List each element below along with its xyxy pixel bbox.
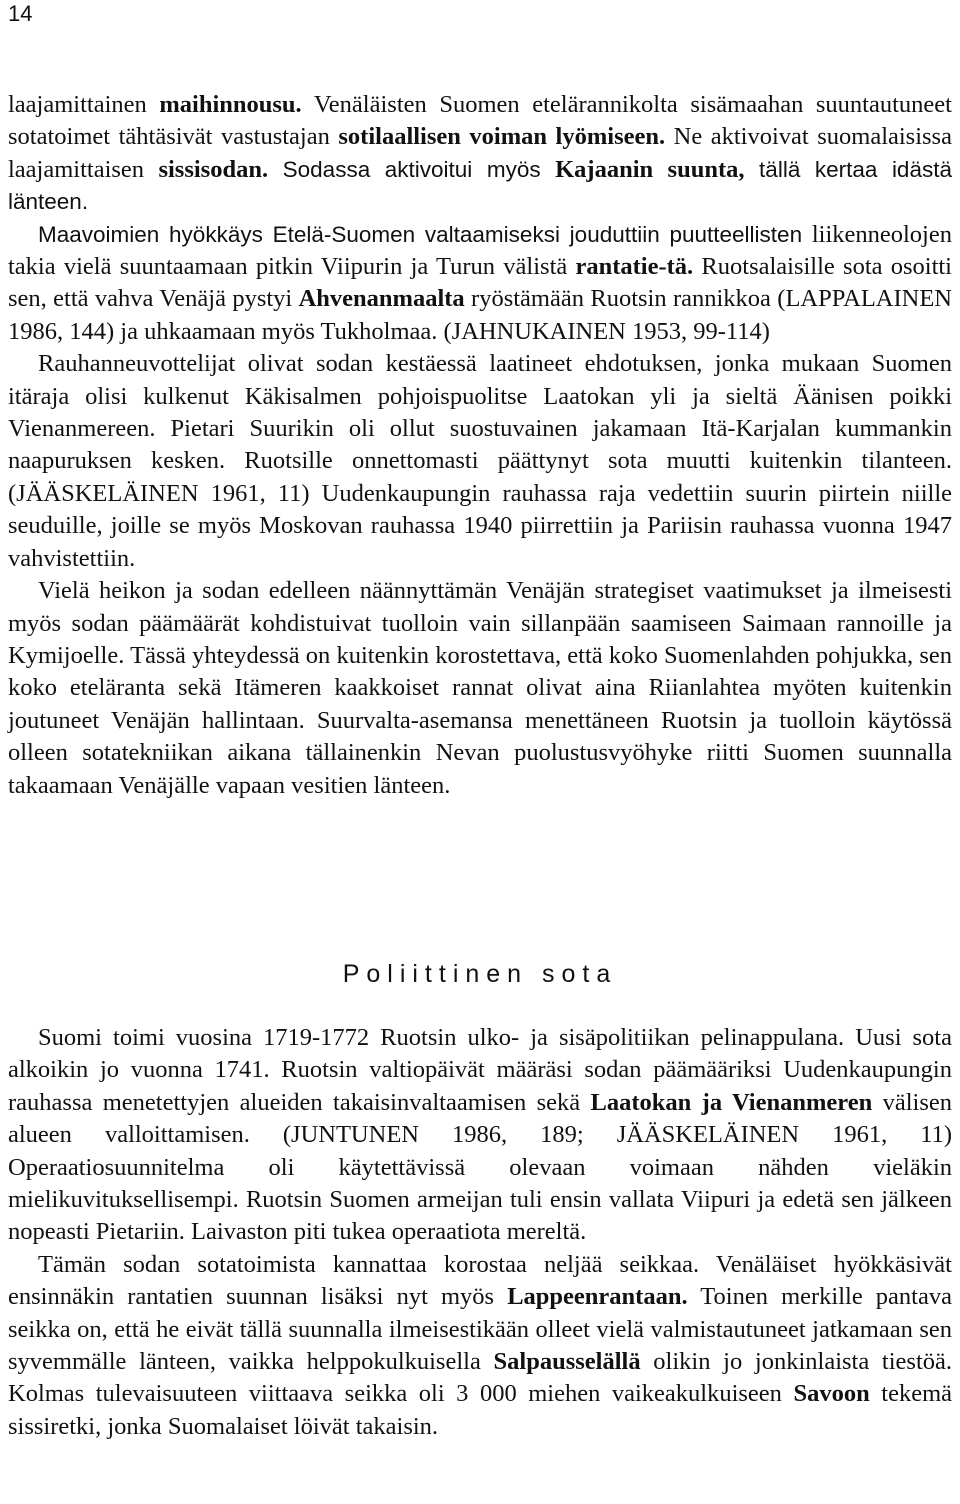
text-run: liikenneolojen takia vielä suuntaamaan pitkin Viipurin ja Turun välistä: [8, 220, 952, 281]
text-run: laajamittainen: [8, 91, 160, 118]
text-run: tällä kertaa idästä länteen.: [8, 156, 952, 215]
emphasis: Savoon: [793, 1380, 870, 1408]
paragraph-political-war: [8, 1022, 952, 1443]
text-run: Ruotsalaisille sota osoitti sen, että vahva Venäjä pystyi: [8, 253, 952, 313]
text-run: Maavoimien hyökkäys Etelä-Suomen valtaamiseksi jouduttiin puutteellisten: [38, 221, 812, 247]
text-run: Ne aktivoivat suomalaisissa laajamittaisen: [8, 123, 952, 183]
text-run: Toinen merkille pantava seikka on, että he eivät tällä suunnalla ilmeisestikään olleet vielä valmistautuneet jatkamaan sen syvemmälle länteen, vaikka helppokulkuisella: [8, 1283, 952, 1376]
emphasis: maihinnousu.: [159, 91, 302, 118]
paragraph-military-operations: [8, 89, 952, 802]
text-run: Suomi toimi vuosina 1719-1772 Ruotsin ulko- ja sisäpolitiikan pelinappulana. Uusi sota alkoikin jo vuonna 1741. Ruotsin valtiopäivät määräsi sodan päämääriksi Uudenkaupungin rauhassa menetettyjen alueiden takaisinvaltaamisen sekä: [8, 1024, 952, 1116]
emphasis: sotilaallisen voiman lyömiseen.: [338, 123, 666, 151]
emphasis: rantatie-tä.: [575, 253, 694, 281]
page-number: 14: [8, 1, 33, 26]
emphasis: Kajaanin suunta,: [555, 155, 745, 183]
text-run: tekemä sissiretki, jonka Suomalaiset löivät takaisin.: [8, 1380, 952, 1440]
text-run: Venäläisten Suomen etelärannikolta sisämaahan suuntautuneet sotatoimet tähtäsivät vastustajan: [8, 91, 952, 151]
text-run: Sodassa aktivoitui myös: [268, 156, 556, 182]
text-run: välisen alueen valloittamisen. (JUNTUNEN 1986, 189; JÄÄSKELÄINEN 1961, 11) Operaatiosuunnitelma oli käytettävissä olevaan voimaan nähden vieläkin mielikuvituksellisempi. Ruotsin Suomen armeijan tuli ensin vallata Viipuri ja edetä sen jälkeen nopeasti Pietariin. Laivaston piti tukea operaatiota mereltä.: [8, 1088, 952, 1246]
paragraph-peace-negotiations: Rauhanneuvottelijat olivat sodan kestäessä laatineet ehdotuksen, jonka mukaan Suomen itäraja olisi kulkenut Käkisalmen pohjoispuolitse Laatokan yli ja sieltä Äänisen poikki Vienanmereen. Pietari Suurikin oli ollut suostuvainen jakamaan Itä-Karjalan kummankin naapuruksen kesken. Ruotsille onnettomasti päättynyt sota muutti kuitenkin tilanteen. (JÄÄSKELÄINEN 1961, 11) Uudenkaupungin rauhassa raja vedettiin suurin piirtein niille seuduille, joille se myös Moskovan rauhassa 1940 piirrettiin ja Pariisin rauhassa vuonna 1947 vahvistettiin.: [8, 350, 952, 572]
text-run: ryöstämään Ruotsin rannikkoa (LAPPALAINEN 1986, 144) ja uhkaamaan myös Tukholmaa. (JAHNUKAINEN 1953, 99-114): [8, 285, 952, 345]
text-run: Tämän sodan sotatoimista kannattaa korostaa neljää seikkaa. Venäläiset hyökkäsivät ensinnäkin rantatien suunnan lisäksi nyt myös: [8, 1250, 952, 1311]
text-run: olikin jo jonkinlaista tiestöä. Kolmas tulevaisuuteen viittaava seikka oli 3 000 miehen vaikeakulkuiseen: [8, 1348, 952, 1408]
emphasis: Laatokan ja Vienanmeren: [590, 1088, 873, 1116]
emphasis: sissisodan.: [158, 155, 269, 183]
emphasis: Ahvenanmaalta: [298, 285, 465, 313]
emphasis: Salpausselällä: [493, 1348, 641, 1376]
paragraph-russian-strategy: Vielä heikon ja sodan edelleen näännyttämän Venäjän strategiset vaatimukset ja ilmeisesti myös sodan päämäärät kohdistuivat tuolloin vain sillanpään saamiseen Saimaan rannoille ja Kymijoelle. Tässä yhteydessä on kuitenkin korostettava, että koko Suomenlahden pohjukka, sen koko eteläranta sekä Itämeren kaakkoiset rannat olivat aina Riianlahtea myöten kuitenkin joutuneet Venäjän hallintaan. Suurvalta-asemansa menettäneen Ruotsin ja tuolloin käytössä olleen sotatekniikan aikana tällainenkin Nevan puolustusvyöhyke riitti Suomen suunnalla takaamaan Venäjälle vapaan vesitien länteen.: [8, 577, 952, 799]
section-heading: Poliittinen sota: [342, 960, 618, 988]
paragraph-war-events: [8, 1249, 952, 1443]
emphasis: Lappeenrantaan.: [507, 1283, 688, 1311]
